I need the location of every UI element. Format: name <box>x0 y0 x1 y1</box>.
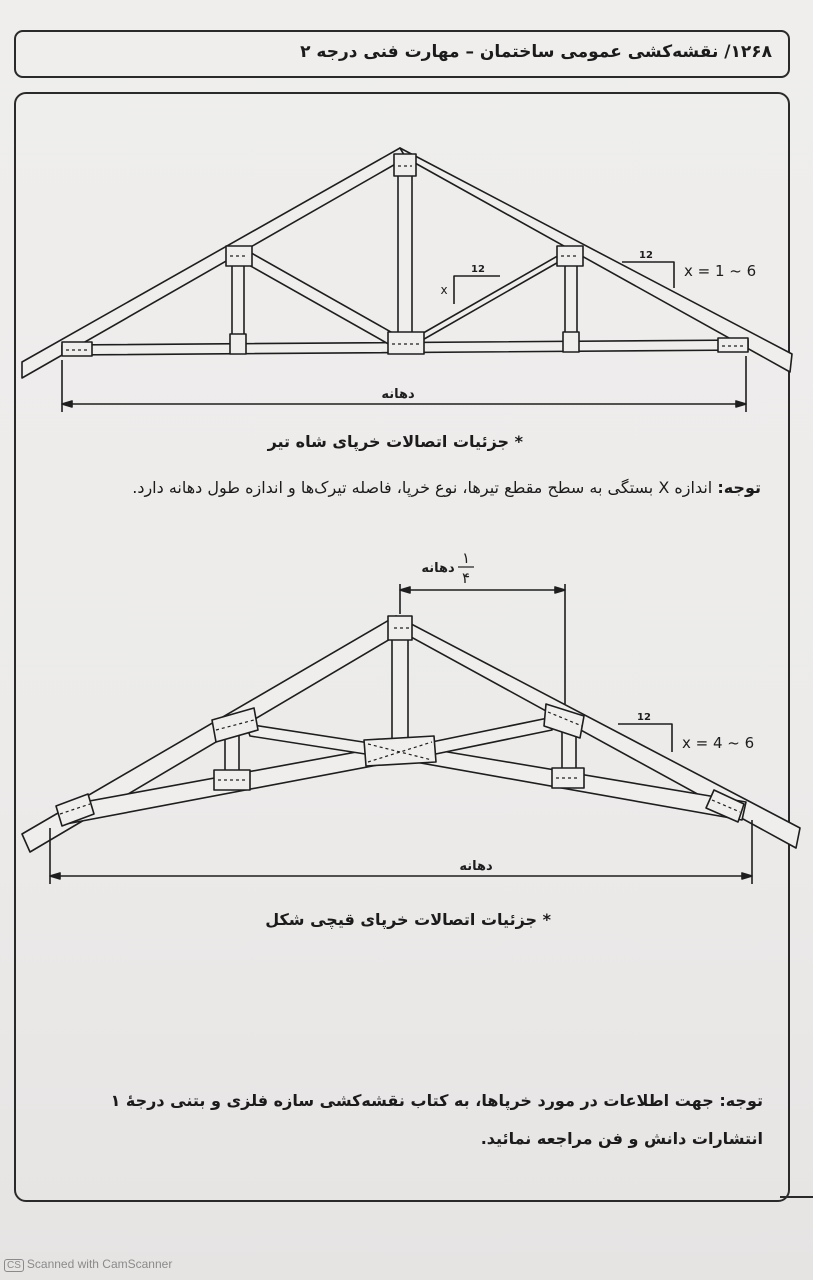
note-2 <box>43 1082 763 1158</box>
fig2-x-range: x = 4 ~ 6 <box>682 734 755 752</box>
fig1-span-label: دهانه <box>381 387 415 402</box>
center-post <box>392 636 408 744</box>
left-queen-post <box>232 262 244 344</box>
right-strut <box>412 250 568 346</box>
note-1-title: توجه: <box>717 478 761 497</box>
fig2-caption: * جزئیات اتصالات خرپای قیچی شکل <box>265 910 551 929</box>
center-joint-plate <box>388 332 424 354</box>
king-post-truss <box>22 148 792 412</box>
fig1-caption: * جزئیات اتصالات خرپای شاه تیر <box>267 432 523 451</box>
left-post-foot <box>230 334 246 354</box>
fig2-fraction-denominator: ۴ <box>461 569 471 587</box>
right-heel-plate <box>718 338 748 352</box>
left-heel-plate-2 <box>56 794 94 826</box>
fig2-span-label: دهانه <box>459 859 493 874</box>
note-1-text: اندازه X بستگی به سطح مقطع تیرها، نوع خرپا، فاصله تیرک‌ها و اندازه طول دهانه دارد. <box>132 478 718 497</box>
left-strut <box>240 250 398 346</box>
scanner-badge: CS <box>4 1259 24 1272</box>
fig1-slope-rise: x <box>440 283 448 297</box>
note-2-title: توجه: <box>719 1091 763 1110</box>
right-queen-post <box>565 262 577 342</box>
note-1 <box>132 478 761 497</box>
apex-plate <box>394 154 416 176</box>
fig2-slope-run: 12 <box>637 712 651 723</box>
header-title: ۱۲۶۸/ نقشه‌کشی عمومی ساختمان – مهارت فنی درجه ۲ <box>300 42 772 62</box>
fig1-slope-run-right: 12 <box>639 250 653 261</box>
king-post <box>398 160 412 346</box>
right-upper-plate <box>544 704 584 738</box>
scanner-watermark <box>4 1257 172 1272</box>
right-post-foot <box>563 332 579 352</box>
right-web <box>422 718 552 756</box>
left-heel-plate <box>62 342 92 356</box>
left-web <box>246 724 378 756</box>
center-plate-2 <box>364 736 436 766</box>
fig2-fraction-numerator: ۱ <box>461 549 471 567</box>
fig1-x-range: x = 1 ~ 6 <box>684 262 757 280</box>
scanner-text: Scanned with CamScanner <box>26 1257 173 1271</box>
note-2-text: جهت اطلاعات در مورد خرپاها، به کتاب نقشه‌کشی سازه فلزی و بتنی درجهٔ ۱ انتشارات دانش و فن مراجعه نمائید. <box>110 1091 763 1148</box>
fig1-slope-run: 12 <box>471 264 485 275</box>
fig2-fraction-label: دهانه <box>421 561 455 576</box>
